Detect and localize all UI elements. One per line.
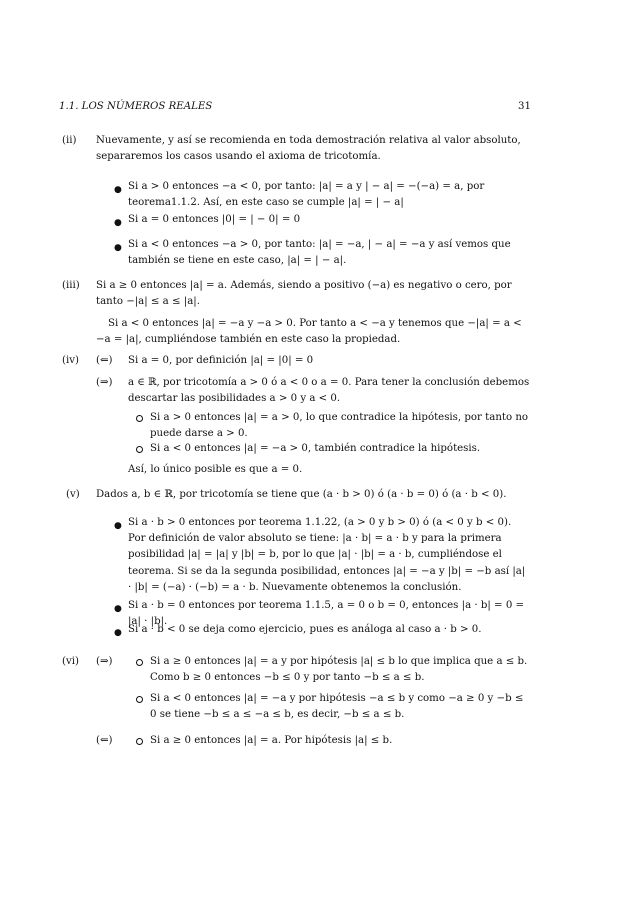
- item-label: (vi): [62, 656, 79, 667]
- arrow-left-label: (⇐): [96, 735, 113, 746]
- bullet-icon: ●: [114, 604, 122, 614]
- bullet-icon: ●: [114, 218, 122, 228]
- item-intro: Dados a, b ∈ ℝ, por tricotomía se tiene que (a · b > 0) ó (a · b = 0) ó (a · b < 0).: [96, 489, 507, 500]
- item-label: (iv): [62, 355, 79, 366]
- paragraph: a ∈ ℝ, por tricotomía a > 0 ó a < 0 o a = 0. Para tener la conclusión debemos descartar las posibilidades a > 0 y a < 0.: [128, 377, 530, 405]
- section-title: 1.1. LOS NÚMEROS REALES: [59, 101, 213, 112]
- page-number: 31: [518, 101, 531, 112]
- paragraph: Si a ≥ 0 entonces |a| = a. Además, siendo a positivo (−a) es negativo o cero, por tanto −|a| ≤ a ≤ |a|.: [96, 280, 512, 308]
- bullet-icon: ●: [114, 185, 122, 195]
- sub-item-text: Si a > 0 entonces |a| = a > 0, lo que contradice la hipótesis, por tanto no puede darse a > 0.: [150, 412, 529, 440]
- sub-item-text: Si a < 0 entonces |a| = −a y por hipótesis −a ≤ b y como −a ≥ 0 y −b ≤ 0 se tiene −b ≤ a ≤ −a ≤ b, es decir, −b ≤ a ≤ b.: [150, 693, 524, 721]
- bullet-text: Si a · b < 0 se deja como ejercicio, pues es análoga al caso a · b > 0.: [128, 624, 482, 635]
- circle-bullet-icon: [136, 446, 143, 453]
- bullet-icon: ●: [114, 628, 122, 638]
- sub-item-text: Si a < 0 entonces |a| = −a > 0, también contradice la hipótesis.: [150, 443, 481, 454]
- circle-bullet-icon: [136, 696, 143, 703]
- item-label: (ii): [62, 135, 77, 146]
- item-label: (v): [66, 489, 80, 500]
- circle-bullet-icon: [136, 415, 143, 422]
- running-header: [59, 101, 531, 112]
- bullet-text: Si a = 0 entonces |0| = | − 0| = 0: [128, 214, 301, 225]
- bullet-text: Si a · b > 0 entonces por teorema 1.1.22, (a > 0 y b > 0) ó (a < 0 y b < 0). Por definición de valor absoluto se tiene: |a · b| = a · b y para la primera posibilidad |a| = |a| y |b| = b, por lo que |a| · |b| = a · b, cumpliéndose el teorema. Si se da la segunda posibilidad, entonces |a| = −a y |b| = −b así |a| · |b| = (−a) · (−b) = a · b. Nuevamente obtenemos la conclusión.: [128, 517, 526, 593]
- circle-bullet-icon: [136, 659, 143, 666]
- bullet-text: Si a < 0 entonces −a > 0, por tanto: |a| = −a, | − a| = −a y así vemos que también se tiene en este caso, |a| = | − a|.: [128, 239, 511, 267]
- sub-item-text: Si a ≥ 0 entonces |a| = a. Por hipótesis |a| ≤ b.: [150, 735, 393, 746]
- item-label: (iii): [62, 280, 80, 291]
- paragraph: Si a < 0 entonces |a| = −a y −a > 0. Por tanto a < −a y tenemos que −|a| = a < −a = |a|, cumpliéndose también en este caso la propiedad.: [96, 318, 522, 346]
- conclusion: Así, lo único posible es que a = 0.: [128, 464, 303, 475]
- sub-item-text: Si a ≥ 0 entonces |a| = a y por hipótesis |a| ≤ b lo que implica que a ≤ b. Como b ≥ 0 entonces −b ≤ 0 y por tanto −b ≤ a ≤ b.: [150, 656, 528, 684]
- item-intro: Nuevamente, y así se recomienda en toda demostración relativa al valor absoluto, separaremos los casos usando el axioma de tricotomía.: [96, 135, 521, 163]
- arrow-right-label: (⇒): [96, 656, 113, 667]
- bullet-text: Si a · b = 0 entonces por teorema 1.1.5, a = 0 o b = 0, entonces |a · b| = 0 = |a| · |b|.: [128, 600, 525, 628]
- circle-bullet-icon: [136, 738, 143, 745]
- arrow-left-label: (⇐): [96, 355, 113, 366]
- bullet-icon: ●: [114, 243, 122, 253]
- bullet-icon: ●: [114, 521, 122, 531]
- bullet-text: Si a > 0 entonces −a < 0, por tanto: |a| = a y | − a| = −(−a) = a, por teorema1.1.2. Así, en este caso se cumple |a| = | − a|: [128, 181, 485, 209]
- paragraph: Si a = 0, por definición |a| = |0| = 0: [128, 355, 314, 366]
- arrow-right-label: (⇒): [96, 377, 113, 388]
